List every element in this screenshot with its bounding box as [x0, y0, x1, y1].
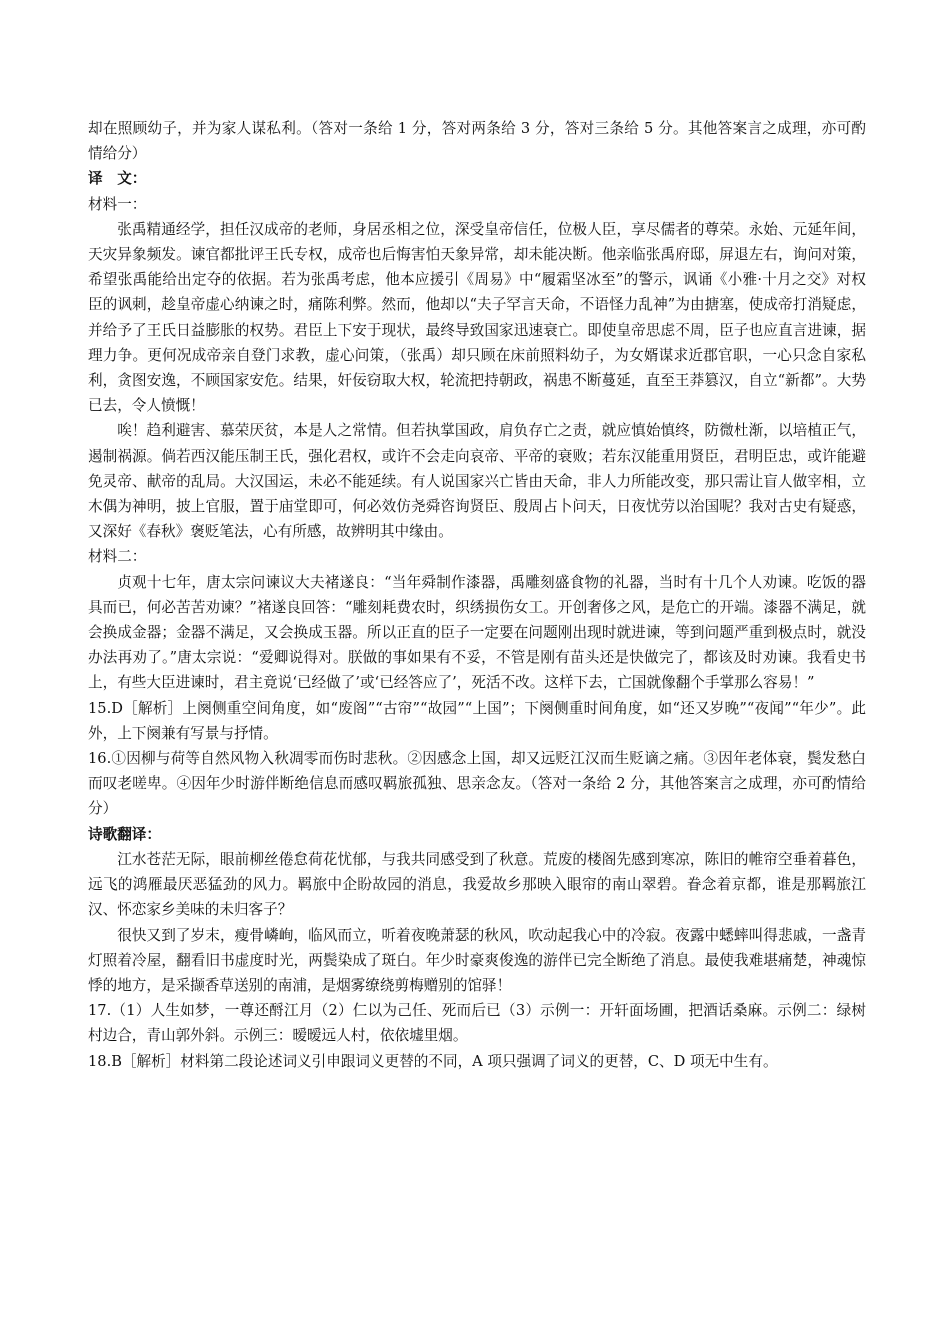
poem-translation-heading: 诗歌翻译：	[88, 825, 161, 843]
question-18-answer: 18.B［解析］材料第二段论述词义引申跟词义更替的不同，A 项只强调了词义的更替，C、D 项无中生有。	[88, 1052, 778, 1070]
material2-paragraph-1: 贞观十七年，唐太宗问谏议大夫褚遂良：“当年舜制作漆器，禹雕刻盛食物的礼器，当时有十几个人劝谏。吃饭的器具而已，何必苦苦劝谏？”褚遂良回答：“雕刻耗费农时，织绣损伤女工。开创奢侈之风，是危亡的开端。漆器不满足，就会换成金器；金器不满足，又会换成玉器。所以正直的臣子一定要在问题刚出现时就进谏，等到问题严重到极点时，就没办法再劝了。”唐太宗说：“爱卿说得对。朕做的事如果有不妥，不管是刚有苗头还是快做完了，都该及时劝谏。我看史书上，有些大臣进谏时，君主竟说‘已经做了’或‘已经答应了’，死活不改。这样下去，亡国就像翻个手掌那么容易！”	[88, 573, 866, 692]
poem-paragraph-2: 很快又到了岁末，瘦骨嶙峋，临风而立，听着夜晚萧瑟的秋风，吹动起我心中的冷寂。夜露中蟋蟀叫得悲戚，一盏青灯照着冷屋，翻看旧书虚度时光，两鬓染成了斑白。年少时豪爽俊逸的游伴已完全断绝了消息。最使我难堪痛楚，神魂惊悸的地方，是采撷香草送别的南浦，是烟雾缭绕剪梅赠别的馆驿！	[88, 926, 866, 994]
material1-paragraph-1: 张禹精通经学，担任汉成帝的老师，身居丞相之位，深受皇帝信任，位极人臣，享尽儒者的尊荣。永始、元延年间，天灾异象频发。谏官都批评王氏专权，成帝也后悔害怕天象异常，却未能决断。他亲临张禹府邸，屏退左右，询问对策，希望张禹能给出定夺的依据。若为张禹考虑，他本应援引《周易》中“履霜坚冰至”的警示，讽诵《小雅·十月之交》对权臣的讽刺，趁皇帝虚心纳谏之时，痛陈利弊。然而，他却以“夫子罕言天命，不语怪力乱神”为由搪塞，使成帝打消疑虑，并给予了王氏日益膨胀的权势。君臣上下安于现状，最终导致国家迅速衰亡。即使皇帝思虑不周，臣子也应直言进谏，据理力争。更何况成帝亲自登门求教，虚心问策，（张禹）却只顾在床前照料幼子，为女婿谋求近郡官职，一心只念自家私利，贪图安逸，不顾国家安危。结果，奸佞窃取大权，轮流把持朝政，祸患不断蔓延，直至王莽篡汉，自立“新都”。大势已去，令人愤慨！	[88, 220, 866, 415]
poem-paragraph-1: 江水苍茫无际，眼前柳丝倦怠荷花忧郁，与我共同感受到了秋意。荒废的楼阁先感到寒凉，陈旧的帷帘空垂着暮色，远飞的鸿雁最厌恶猛劲的风力。羁旅中企盼故园的消息，我爱故乡那映入眼帘的南山翠碧。眷念着京都，谁是那羁旅江汉、怀恋家乡美味的未归客子？	[88, 850, 866, 919]
question-15-answer: 15.D［解析］上阕侧重空间角度，如“废阁”“古帘”“故园”“上国”；下阕侧重时间角度，如“还又岁晚”“夜闻”“年少”。此外，上下阕兼有写景与抒情。	[88, 699, 866, 742]
answer-document	[88, 116, 866, 1074]
material1-paragraph-2: 唉！趋利避害、慕荣厌贫，本是人之常情。但若执掌国政，肩负存亡之责，就应慎始慎终，防微杜渐，以培植正气，遏制祸源。倘若西汉能压制王氏，强化君权，或许不会走向哀帝、平帝的衰败；若东汉能重用贤臣，君明臣忠，或许能避免灵帝、献帝的乱局。大汉国运，未必不能延续。有人说国家兴亡皆由天命，非人力所能改变，那只需让盲人做宰相，立木偶为神明，披上官服，置于庙堂即可，何必效仿尧舜咨询贤臣、殷周占卜问天，日夜忧劳以治国呢？我对古史有疑惑，又深好《春秋》褒贬笔法，心有所感，故辨明其中缘由。	[88, 422, 866, 541]
translation-heading: 译 文：	[88, 170, 147, 188]
intro-text: 却在照顾幼子，并为家人谋私利。（答对一条给 1 分，答对两条给 3 分，答对三条给 5 分。其他答案言之成理，亦可酌情给分）	[88, 120, 866, 163]
material2-label: 材料二：	[88, 548, 147, 566]
question-16-answer: 16.①因柳与荷等自然风物入秋凋零而伤时悲秋。②因感念上国，却又远贬江汉而生贬谪之痛。③因年老体衰，鬓发愁白而叹老嗟卑。④因年少时游伴断绝信息而感叹羁旅孤独、思亲念友。（答对一条给 2 分，其他答案言之成理，亦可酌情给分）	[88, 750, 866, 818]
material1-label: 材料一：	[88, 195, 147, 213]
question-17-answer: 17.（1）人生如梦，一尊还酹江月（2）仁以为己任、死而后已（3）示例一：开轩面场圃，把酒话桑麻。示例二：绿树村边合，青山郭外斜。示例三：暧暧远人村，依依墟里烟。	[88, 1002, 866, 1045]
